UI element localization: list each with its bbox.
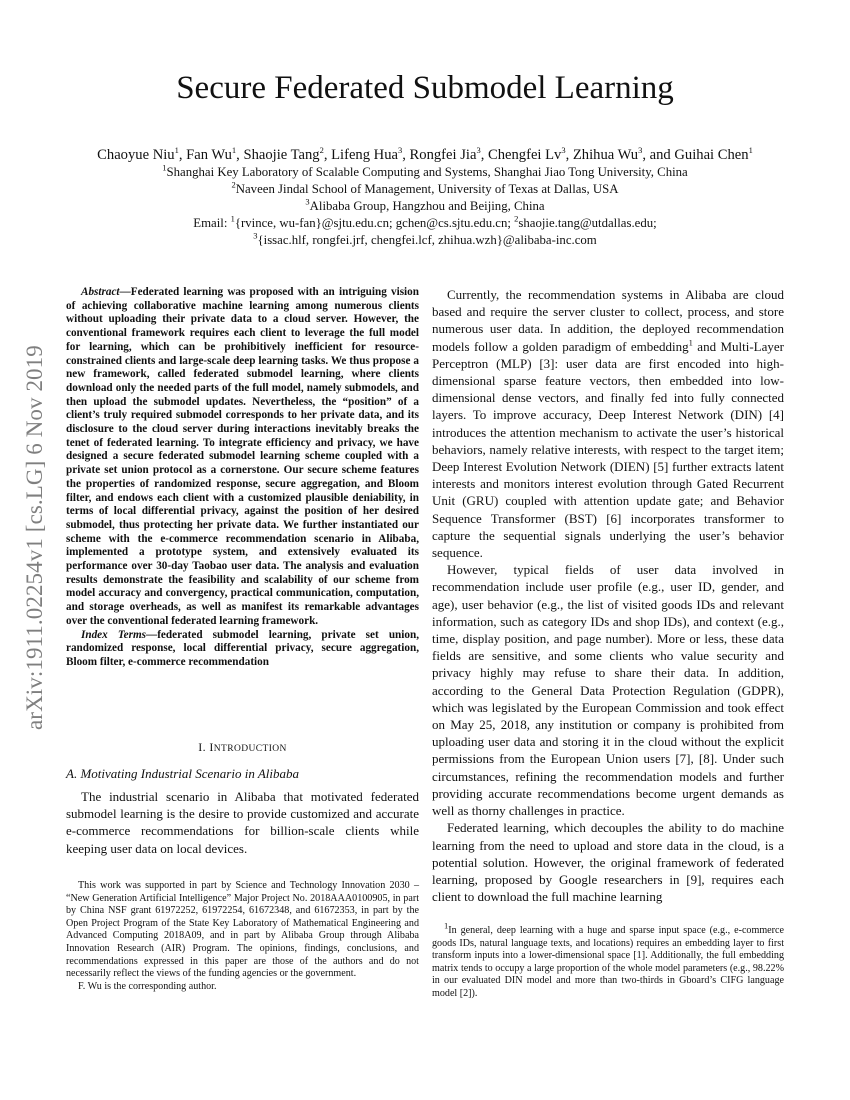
author-name: Zhihua Wu — [572, 147, 639, 163]
affiliation-number: 2 — [231, 179, 236, 190]
right-column: Currently, the recommendation systems in Alibaba are cloud based and require the server cluster to collect, process, and store numerous user data. In addition, the deployed recommendation models follow a golden paradigm of embedding$^1$ and Multi-Layer Perceptron (MLP) [3]: user data are first encoded into high-dimensional sparse feature vectors, then embedded into low-dimensional dense vectors, and finally fed into fully connected layers. To improve accuracy, Deep Interest Network (DIN) [4] introduces the attention mechanism to activate the user’s historical behaviors, namely relative interests, with respect to the target item; Deep Interest Evolution Network (DIEN) [5] further extracts latent interests and monitors interest evolution through Gated Recurrent Unit (GRU) coupled with attention update gate; and Behavior Sequence Transformer (BST) [6] incorporates transformer to capture the sequential signals underlying the user’s behavior sequence. However, typical fields of user data involved in recommendation include user profile (e.g., user ID, gender, and age), user behavior (e.g., the list of visited goods IDs and relevant information, such as category IDs and shop IDs), and context (e.g., time, display position, and page number). More or less, these data fields are sensitive, and some clients who value security and privacy highly may refuse to share their data. In addition, according to the General Data Protection Regulation (GDPR), which was legislated by the European Commission and took effect on May 25, 2018, any institution or company is prohibited from uploading user data and storing it in the cloud without the explicit permissions from the European Union users [7], [8]. Under such circumstances, refining the recommendation models and further providing accurate recommendations become urgent demands as well as thorny challenges in practice. Federated learning, which decouples the ability to do machine learning from the need to upload and store data in the cloud, is a potential solution. However, the original framework of federated learning, proposed by Google researchers in [9], requires each client to download the full machine learning — [432, 287, 784, 905]
author-separator: , — [236, 147, 244, 163]
author-name: Guihai Chen — [674, 147, 749, 163]
author-affiliation-marker: 2 — [319, 145, 324, 156]
author-separator: , and — [642, 147, 675, 163]
author-affiliation-marker: 3 — [638, 145, 643, 156]
author-name: Rongfei Jia — [409, 147, 477, 163]
affiliation-number: 1 — [162, 162, 167, 173]
index-terms-label: Index Terms — [81, 628, 147, 641]
paper-title: Secure Federated Submodel Learning — [176, 70, 674, 106]
footnote-number: 1 — [444, 920, 449, 931]
footnote-marker: 1 — [688, 337, 693, 348]
author-list — [0, 146, 850, 164]
affiliation-3 — [0, 198, 850, 214]
affiliation-2 — [0, 181, 850, 197]
affiliation-number: 3 — [253, 230, 258, 241]
affiliation-text: Shanghai Key Laboratory of Scalable Computing and Systems, Shanghai Jiao Tong University, China — [166, 165, 688, 179]
affiliation-1 — [0, 164, 850, 180]
author-affiliation-marker: 1 — [748, 145, 753, 156]
author-name: Fan Wu — [186, 147, 232, 163]
email-text: shaojie.tang@utdallas.edu; — [518, 216, 657, 230]
subsection-heading: A. Motivating Industrial Scenario in Alibaba — [66, 766, 300, 781]
author-affiliation-marker: 1 — [174, 145, 179, 156]
author-separator: , — [323, 147, 332, 163]
author-affiliation-marker: 3 — [476, 145, 481, 156]
affiliation-text: Naveen Jindal School of Management, University of Texas at Dallas, USA — [235, 182, 619, 196]
funding-footnote — [66, 880, 419, 993]
body-paragraph: However, typical fields of user data involved in recommendation include user profile (e.g., user ID, gender, and age), user behavior (e.g., the list of visited goods IDs and relevant information, such as category IDs and shop IDs), and context (e.g., time, display position, and page number). More or less, these data fields are sensitive, and some clients who value security and privacy highly may refuse to share their data. In addition, according to the General Data Protection Regulation (GDPR), which was legislated by the European Commission and took effect on May 25, 2018, any institution or company is prohibited from uploading user data and storing it in the cloud without the explicit permissions from the European Union users [7], [8]. Under such circumstances, refining the recommendation models and further providing accurate recommendations become urgent demands as well as thorny challenges in practice. — [432, 562, 784, 819]
author-affiliation-marker: 3 — [398, 145, 403, 156]
affiliation-number: 2 — [514, 213, 519, 224]
affiliation-number: 3 — [305, 196, 310, 207]
section-heading: I. INTRODUCTION — [198, 740, 287, 754]
affiliation-number: 1 — [230, 213, 235, 224]
author-separator: , — [402, 147, 410, 163]
author-separator: , — [565, 147, 573, 163]
email-text: {issac.hlf, rongfei.jrf, chengfei.lcf, zhihua.wzh}@alibaba-inc.com — [257, 233, 597, 247]
embedding-footnote — [432, 920, 784, 1001]
email-line-1 — [0, 215, 850, 231]
affiliation-text: Alibaba Group, Hangzhou and Beijing, China — [309, 199, 545, 213]
author-separator: , — [178, 147, 187, 163]
email-label: Email: — [193, 216, 231, 230]
intro-paragraph: The industrial scenario in Alibaba that motivated federated submodel learning is the desire to provide customized and accurate e-commerce recommendations for billion-scale clients while keeping user data on local devices. — [66, 789, 419, 856]
author-name: Chaoyue Niu — [97, 147, 175, 163]
author-name: Shaojie Tang — [243, 147, 320, 163]
author-name: Lifeng Hua — [331, 147, 398, 163]
author-name: Chengfei Lv — [487, 147, 562, 163]
author-separator: , — [480, 147, 488, 163]
author-affiliation-marker: 3 — [561, 145, 566, 156]
abstract-text: —Federated learning was proposed with an intriguing vision of achieving collaborative machine learning among numerous clients without uploading their private data to a cloud server. However, the conventional framework requires each client to leverage the full model for learning, which can be prohibitively inefficient for resource-constrained clients and large-scale deep learning tasks. We thus propose a new framework, called federated submodel learning, where clients download only the needed parts of the full model, namely submodels, and then upload the submodel updates. Nevertheless, the “position” of a client’s truly required submodel corresponds to her private data, and its disclosure to the cloud server during interactions inevitably breaks the tenet of federated learning. To integrate efficiency and privacy, we have designed a secure federated submodel learning scheme coupled with a private set union protocol as a cornerstone. Our secure scheme features the properties of randomized response, secure aggregation, and Bloom filter, and endows each client with a customized plausible deniability, in terms of local differential privacy, against the position of her desired submodel, thus protecting her private data. We further instantiated our scheme with the e-commerce recommendation scenario in Alibaba, implemented a prototype system, and extensively evaluated its performance over 30-day Taobao user data. The analysis and evaluation results demonstrate the feasibility and scalability of our scheme from model accuracy and convergency, practical communication, computation, and storage overheads, as well as manifest its remarkable advantages over the conventional federated learning framework. — [66, 286, 419, 627]
abstract-label: Abstract — [81, 286, 120, 298]
corresponding-author-note: F. Wu is the corresponding author. — [78, 980, 217, 992]
abstract — [66, 286, 419, 670]
funding-text: This work was supported in part by Science and Technology Innovation 2030 – “New Generation Artificial Intelligence” Major Project No. 2018AAA0100905, in part by China NSF grant 61972252, 61972254, 61672348, and 61672353, in part by the Open Project Program of the State Key Laboratory of Mathematical Engineering and Advanced Computing 2018A09, and in part by Alibaba Group through Alibaba Innovation Research (AIR) Program. The opinions, findings, conclusions, and recommendations expressed in this paper are those of the authors and do not necessarily reflect the views of the funding agencies or the government. — [66, 880, 419, 980]
body-paragraph: Federated learning, which decouples the ability to do machine learning from the need to upload and store data in the cloud, is a potential solution. However, the original framework of federated learning, proposed by Google researchers in [9], requires each client to download the full machine learning — [432, 820, 784, 905]
arxiv-identifier: arXiv:1911.02254v1 [cs.LG] 6 Nov 2019 — [22, 345, 47, 730]
index-terms-text: —federated submodel learning, private set union, randomized response, local differential privacy, secure aggregation, Bloom filter, e-commerce recommendation — [66, 628, 419, 668]
email-text: {rvince, wu-fan}@sjtu.edu.cn; gchen@cs.sjtu.edu.cn; — [234, 216, 515, 230]
author-affiliation-marker: 1 — [231, 145, 237, 156]
email-line-2 — [0, 232, 850, 248]
footnote-text: In general, deep learning with a huge and sparse input space (e.g., e-commerce goods IDs, natural language texts, and locations) requires an embedding layer to first transform inputs into a lower-dimensional space [1]. Additionally, the full embedding matrix tends to occupy a large proportion of the whole model parameters (e.g., 98.22% in our evaluated DIN model and more than two-thirds in Gboard’s CIFG language model [2]). — [432, 925, 784, 999]
